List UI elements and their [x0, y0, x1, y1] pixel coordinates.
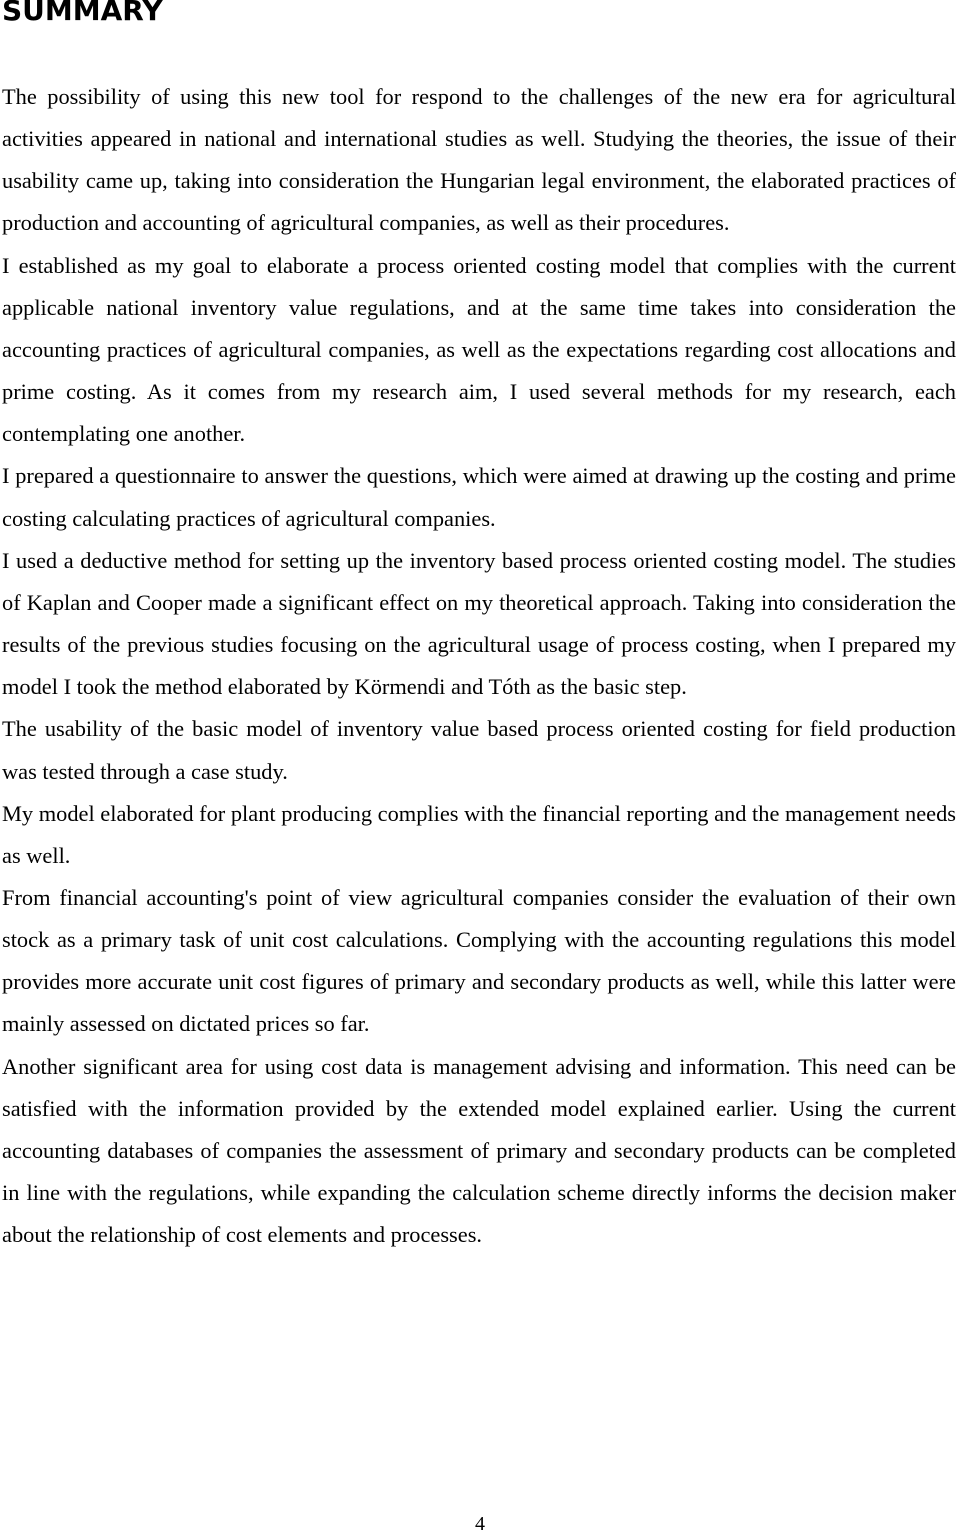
paragraph-3: I prepared a questionnaire to answer the questions, which were aimed at drawing up the costing and prime costing calculating practices of agricultural companies. [2, 463, 956, 531]
summary-body [2, 76, 956, 1256]
paragraph-6: My model elaborated for plant producing complies with the financial reporting and the management needs as well. [2, 800, 956, 868]
paragraph-1: The possibility of using this new tool for respond to the challenges of the new era for agricultural activities appeared in national and international studies as well. Studying the theories, the issue of their usability came up, taking into consideration the Hungarian legal environment, the elaborated practices of production and accounting of agricultural companies, as well as their procedures. [2, 84, 956, 236]
paragraph-2: I established as my goal to elaborate a process oriented costing model that complies with the current applicable national inventory value regulations, and at the same time takes into consideration the accounting practices of agricultural companies, as well as the expectations regarding cost allocations and prime costing. As it comes from my research aim, I used several methods for my research, each contemplating one another. [2, 252, 956, 447]
paragraph-5: The usability of the basic model of inventory value based process oriented costing for field production was tested through a case study. [2, 716, 956, 784]
paragraph-8: Another significant area for using cost data is management advising and information. This need can be satisfied with the information provided by the extended model explained earlier. Using the current accounting databases of companies the assessment of primary and secondary products can be completed in line with the regulations, while expanding the calculation scheme directly informs the decision maker about the relationship of cost elements and processes. [2, 1053, 956, 1248]
page-title: SUMMARY [2, 0, 163, 27]
paragraph-7: From financial accounting's point of view agricultural companies consider the evaluation of their own stock as a primary task of unit cost calculations. Complying with the accounting regulations this model provides more accurate unit cost figures of primary and secondary products as well, while this latter were mainly assessed on dictated prices so far. [2, 884, 956, 1037]
paragraph-4: I used a deductive method for setting up the inventory based process oriented costing model. The studies of Kaplan and Cooper made a significant effect on my theoretical approach. Taking into consideration the results of the previous studies focusing on the agricultural usage of process costing, when I prepared my model I took the method elaborated by Körmendi and Tóth as the basic step. [2, 547, 956, 700]
page-number: 4 [475, 1513, 485, 1535]
